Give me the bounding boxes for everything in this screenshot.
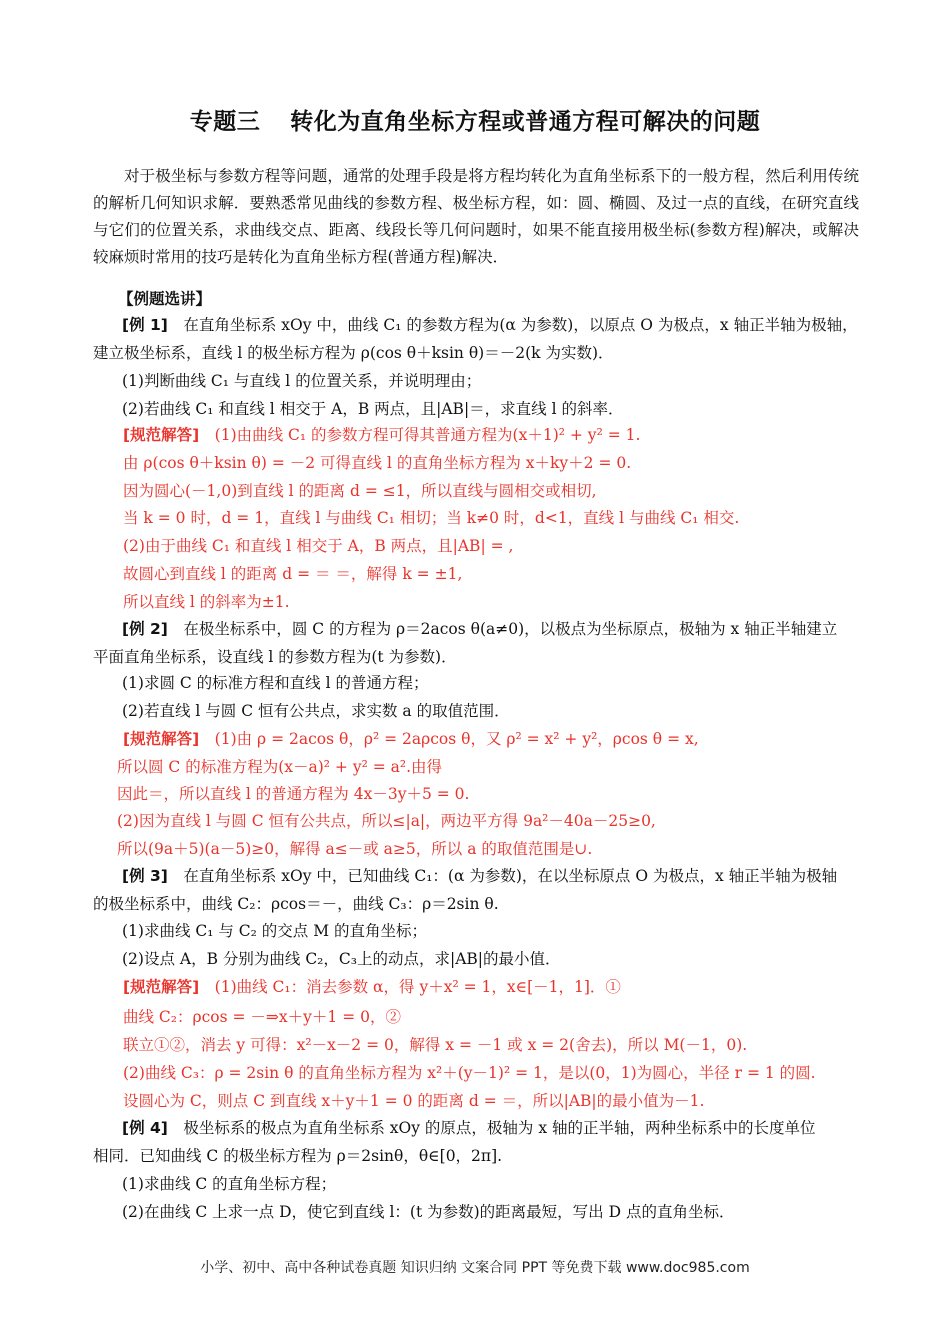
content-line [93, 892, 499, 914]
line-text: (2)曲线 C₃：ρ = 2sin θ 的直角坐标方程为 x²＋(y－1)² = 1，是以(0，1)为圆心，半径 r = 1 的圆. [123, 1064, 816, 1082]
line-text: 相同．已知曲线 C 的极坐标方程为 ρ＝2sinθ，θ∈[0，2π]. [93, 1147, 503, 1165]
content-line [123, 590, 290, 612]
line-text: (1)判断曲线 C₁ 与直线 l 的位置关系，并说明理由； [122, 372, 482, 390]
line-text: 所以(9a＋5)(a－5)≥0，解得 a≤－或 a≥5，所以 a 的取值范围是∪. [117, 840, 593, 858]
content-line [122, 1172, 336, 1194]
content-line [93, 341, 614, 363]
content-line [122, 919, 427, 941]
line-text: (1)求圆 C 的标准方程和直线 l 的普通方程； [122, 674, 429, 692]
line-text: 所以直线 l 的斜率为±1. [123, 593, 290, 611]
content-line [123, 1089, 704, 1111]
content-line [123, 534, 513, 556]
line-text: 在直角坐标系 xOy 中，已知曲线 C₁：(α 为参数)，在以坐标原点 O 为极点，x 轴正半轴为极轴 [167, 867, 838, 885]
content-line [93, 645, 457, 667]
content-line [123, 506, 739, 528]
example-label: [例 2] [122, 620, 168, 638]
line-text: 当 k = 0 时，d = 1，直线 l 与曲线 C₁ 相切；当 k≠0 时，d<1，直线 l 与曲线 C₁ 相交. [123, 509, 740, 527]
line-text: 所以圆 C 的标准方程为(x－a)² + y² = a².由得 [117, 758, 443, 776]
title-part1: 专题三 [189, 109, 261, 135]
line-text: (1)曲线 C₁：消去参数 α，得 y＋x² = 1，x∈[－1，1]．① [199, 978, 621, 996]
line-text: (2)若直线 l 与圆 C 恒有公共点，求实数 a 的取值范围． [122, 702, 510, 720]
line-text: 极坐标系的极点为直角坐标系 xOy 的原点，极轴为 x 轴的正半轴，两种坐标系中的长度单位 [167, 1119, 816, 1137]
content-line [122, 947, 561, 969]
line-text: 设圆心为 C，则点 C 到直线 x＋y＋1 = 0 的距离 d = ＝，所以|AB|的最小值为－1. [123, 1092, 705, 1110]
content-line [123, 1005, 401, 1027]
content-line [122, 1116, 816, 1138]
title-part2: 转化为直角坐标方程或普通方程可解决的问题 [290, 109, 761, 135]
line-text: 故圆心到直线 l 的距离 d = ＝ ＝，解得 k = ±1, [123, 565, 463, 583]
content-line [122, 671, 428, 693]
content-line [117, 782, 469, 804]
line-text: 在极坐标系中，圆 C 的方程为 ρ＝2acos θ(a≠0)，以极点为坐标原点，极轴为 x 轴正半轴建立 [167, 620, 838, 638]
solution-label: [规范解答] [123, 978, 200, 996]
page-title [0, 103, 950, 136]
line-text: (2)设点 A，B 分别为曲线 C₂，C₃上的动点，求|AB|的最小值． [122, 950, 561, 968]
line-text: (1)由 ρ = 2acos θ，ρ² = 2aρcos θ，又 ρ² = x² + y²，ρcos θ = x, [199, 730, 699, 748]
content-line [123, 1033, 747, 1055]
content-line [122, 397, 623, 419]
content-line [117, 837, 592, 859]
line-text: 在直角坐标系 xOy 中，曲线 C₁ 的参数方程为(α 为参数)，以原点 O 为极点，x 轴正半轴为极轴， [167, 316, 858, 334]
line-text: 曲线 C₂：ρcos = －⇒x＋y＋1 = 0，② [123, 1008, 401, 1026]
content-line [117, 809, 656, 831]
content-line [122, 864, 837, 886]
content-line [123, 451, 631, 473]
example-label: [例 1] [122, 316, 168, 334]
line-text: 因为圆心(－1,0)到直线 l 的距离 d = ≤1，所以直线与圆相交或相切, [123, 482, 597, 500]
content-line [123, 562, 462, 584]
example-label: [例 4] [122, 1119, 168, 1137]
line-text: (2)由于曲线 C₁ 和直线 l 相交于 A，B 两点，且|AB| = , [123, 537, 514, 555]
solution-label: [规范解答] [123, 730, 200, 748]
line-text: (2)因为直线 l 与圆 C 恒有公共点，所以≤|a|，两边平方得 9a²－40a－25≥0, [117, 812, 656, 830]
content-line [122, 313, 858, 335]
content-line [123, 479, 597, 501]
intro-paragraph: 对于极坐标与参数方程等问题，通常的处理手段是将方程均转化为直角坐标系下的一般方程，然后利用传统的解析几何知识求解．要熟悉常见曲线的参数方程、极坐标方程，如：圆、椭圆、及过一点的直线，在研究直线与它们的位置关系，求曲线交点、距离、线段长等几何问题时，如果不能直接用极坐标(参数方程)解决，或解决较麻烦时常用的技巧是转化为直角坐标方程(普通方程)解决． [93, 167, 859, 266]
content-line [122, 1200, 734, 1222]
line-text: 由 ρ(cos θ＋ksin θ) = －2 可得直线 l 的直角坐标方程为 x＋ky＋2 = 0. [123, 454, 632, 472]
content-line [117, 755, 442, 777]
line-text: 平面直角坐标系，设直线 l 的参数方程为(t 为参数)． [93, 648, 457, 666]
line-text: (1)求曲线 C 的直角坐标方程； [122, 1175, 337, 1193]
example-label: [例 3] [122, 867, 168, 885]
line-text: 联立①②，消去 y 可得：x²－x－2 = 0，解得 x = －1 或 x = 2(舍去)，所以 M(－1，0). [123, 1036, 748, 1054]
line-text: (2)若曲线 C₁ 和直线 l 相交于 A，B 两点，且|AB|＝，求直线 l 的斜率． [122, 400, 624, 418]
content-line [122, 617, 837, 639]
line-text: (2)在曲线 C 上求一点 D，使它到直线 l：(t 为参数)的距离最短，写出 D 点的直角坐标． [122, 1203, 735, 1221]
content-line [123, 975, 621, 997]
content-line [93, 1144, 502, 1166]
line-text: (1)求曲线 C₁ 与 C₂ 的交点 M 的直角坐标； [122, 922, 428, 940]
content-line [123, 423, 640, 445]
line-text: 的极坐标系中，曲线 C₂：ρcos＝－，曲线 C₃：ρ＝2sin θ. [93, 895, 499, 913]
content-line [123, 1061, 816, 1083]
content-line [123, 727, 699, 749]
solution-label: [规范解答] [123, 426, 200, 444]
content-line [122, 699, 510, 721]
line-text: 因此＝，所以直线 l 的普通方程为 4x－3y＋5 = 0. [117, 785, 470, 803]
line-text: (1)由曲线 C₁ 的参数方程可得其普通方程为(x＋1)² + y² = 1. [199, 426, 641, 444]
section-heading: 【例题选讲】 [118, 290, 212, 308]
line-text: 建立极坐标系，直线 l 的极坐标方程为 ρ(cos θ＋ksin θ)＝－2(k 为实数)． [93, 344, 614, 362]
content-line [122, 369, 481, 391]
footer-text: 小学、初中、高中各种试卷真题 知识归纳 文案合同 PPT 等免费下载 www.doc985.com [200, 1260, 750, 1276]
